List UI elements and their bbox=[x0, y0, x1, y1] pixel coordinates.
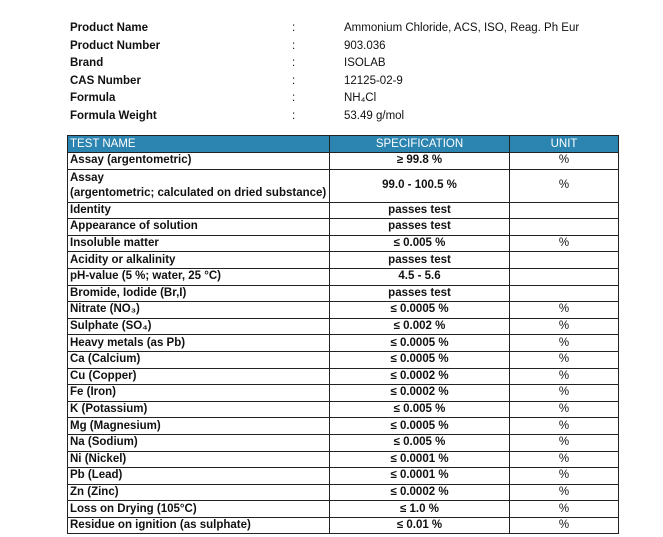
unit-cell: % bbox=[510, 468, 619, 485]
info-colon: : bbox=[292, 57, 296, 69]
table-row bbox=[68, 285, 619, 302]
specification-cell: ≥ 99.8 % bbox=[330, 153, 510, 170]
table-row bbox=[68, 484, 619, 501]
test-name-cell: Insoluble matter bbox=[68, 235, 330, 252]
info-label: Product Name bbox=[70, 22, 148, 34]
info-row-formula bbox=[70, 90, 630, 108]
test-name-cell: K (Potassium) bbox=[68, 401, 330, 418]
product-info bbox=[70, 20, 630, 125]
unit-cell: % bbox=[510, 501, 619, 518]
info-label: Formula bbox=[70, 92, 116, 104]
unit-cell: % bbox=[510, 401, 619, 418]
info-value: Ammonium Chloride, ACS, ISO, Reag. Ph Eur bbox=[344, 22, 580, 34]
unit-cell bbox=[510, 268, 619, 285]
test-name-cell: pH-value (5 %; water, 25 °C) bbox=[68, 268, 330, 285]
specification-cell: 99.0 - 100.5 % bbox=[330, 169, 510, 202]
specification-cell: ≤ 0.0001 % bbox=[330, 451, 510, 468]
unit-cell bbox=[510, 285, 619, 302]
unit-cell bbox=[510, 202, 619, 219]
specification-cell: ≤ 0.005 % bbox=[330, 434, 510, 451]
table-row bbox=[68, 418, 619, 435]
info-colon: : bbox=[292, 109, 296, 122]
info-label: Formula Weight bbox=[70, 109, 157, 122]
table-row bbox=[68, 219, 619, 236]
table-row bbox=[68, 235, 619, 252]
table-row bbox=[68, 451, 619, 468]
info-label: Brand bbox=[70, 57, 104, 69]
table-row bbox=[68, 202, 619, 219]
table-row bbox=[68, 351, 619, 368]
test-name-cell: Ni (Nickel) bbox=[68, 451, 330, 468]
test-name-cell: Pb (Lead) bbox=[68, 468, 330, 485]
table-row bbox=[68, 335, 619, 352]
header-specification: SPECIFICATION bbox=[330, 136, 510, 153]
test-name-cell: Assay (argentometric) bbox=[68, 153, 330, 170]
specification-cell: ≤ 0.002 % bbox=[330, 318, 510, 335]
unit-cell: % bbox=[510, 318, 619, 335]
specification-cell: ≤ 0.0005 % bbox=[330, 351, 510, 368]
table-row bbox=[68, 153, 619, 170]
table-row bbox=[68, 368, 619, 385]
table-row bbox=[68, 401, 619, 418]
test-name-cell: Na (Sodium) bbox=[68, 434, 330, 451]
info-row-brand bbox=[70, 55, 630, 73]
unit-cell bbox=[510, 219, 619, 236]
unit-cell: % bbox=[510, 235, 619, 252]
test-name-cell: Assay (argentometric; calculated on dried substance) bbox=[68, 169, 330, 202]
test-name-cell: Zn (Zinc) bbox=[68, 484, 330, 501]
info-row-product-number bbox=[70, 38, 630, 56]
test-name-cell: Mg (Magnesium) bbox=[68, 418, 330, 435]
table-row bbox=[68, 468, 619, 485]
info-value: 53.49 g/mol bbox=[344, 109, 405, 122]
unit-cell: % bbox=[510, 169, 619, 202]
specification-cell: ≤ 0.0002 % bbox=[330, 484, 510, 501]
table-row bbox=[68, 318, 619, 335]
test-name-cell: Residue on ignition (as sulphate) bbox=[68, 517, 330, 534]
info-value: NH₄Cl bbox=[344, 92, 377, 104]
info-row-cas-number bbox=[70, 73, 630, 91]
info-colon: : bbox=[292, 39, 296, 52]
specification-cell: ≤ 1.0 % bbox=[330, 501, 510, 518]
test-name-cell: Loss on Drying (105°C) bbox=[68, 501, 330, 518]
info-value: 12125-02-9 bbox=[344, 74, 403, 87]
unit-cell: % bbox=[510, 153, 619, 170]
test-name-cell: Bromide, Iodide (Br,I) bbox=[68, 285, 330, 302]
info-value: ISOLAB bbox=[344, 57, 386, 69]
specification-cell: ≤ 0.0005 % bbox=[330, 418, 510, 435]
info-row-formula-weight bbox=[70, 108, 630, 126]
table-row bbox=[68, 169, 619, 202]
header-unit: UNIT bbox=[510, 136, 619, 153]
test-name-cell: Cu (Copper) bbox=[68, 368, 330, 385]
test-name-cell: Identity bbox=[68, 202, 330, 219]
info-colon: : bbox=[292, 92, 296, 104]
specification-cell: passes test bbox=[330, 219, 510, 236]
table-row bbox=[68, 385, 619, 402]
unit-cell: % bbox=[510, 418, 619, 435]
test-name-cell: Ca (Calcium) bbox=[68, 351, 330, 368]
table-row bbox=[68, 268, 619, 285]
specification-cell: ≤ 0.005 % bbox=[330, 235, 510, 252]
specification-cell: passes test bbox=[330, 252, 510, 269]
specification-cell: passes test bbox=[330, 202, 510, 219]
unit-cell: % bbox=[510, 351, 619, 368]
info-label: Product Number bbox=[70, 39, 161, 52]
specification-cell: ≤ 0.0002 % bbox=[330, 385, 510, 402]
info-row-product-name bbox=[70, 20, 630, 38]
specification-cell: ≤ 0.0002 % bbox=[330, 368, 510, 385]
specification-cell: 4.5 - 5.6 bbox=[330, 268, 510, 285]
table-row bbox=[68, 434, 619, 451]
unit-cell: % bbox=[510, 484, 619, 501]
table-row bbox=[68, 252, 619, 269]
test-name-cell: Heavy metals (as Pb) bbox=[68, 335, 330, 352]
info-colon: : bbox=[292, 22, 296, 34]
unit-cell: % bbox=[510, 385, 619, 402]
test-name-cell: Nitrate (NO₃) bbox=[68, 302, 330, 319]
specification-cell: ≤ 0.0001 % bbox=[330, 468, 510, 485]
test-name-cell: Sulphate (SO₄) bbox=[68, 318, 330, 335]
unit-cell bbox=[510, 252, 619, 269]
specification-cell: ≤ 0.01 % bbox=[330, 517, 510, 534]
unit-cell: % bbox=[510, 451, 619, 468]
specification-table bbox=[67, 135, 619, 534]
test-name-cell: Fe (Iron) bbox=[68, 385, 330, 402]
specification-cell: passes test bbox=[330, 285, 510, 302]
unit-cell: % bbox=[510, 368, 619, 385]
specification-cell: ≤ 0.0005 % bbox=[330, 335, 510, 352]
info-label: CAS Number bbox=[70, 74, 141, 87]
test-name-cell: Appearance of solution bbox=[68, 219, 330, 236]
unit-cell: % bbox=[510, 434, 619, 451]
header-test-name: TEST NAME bbox=[68, 136, 330, 153]
specification-cell: ≤ 0.0005 % bbox=[330, 302, 510, 319]
unit-cell: % bbox=[510, 335, 619, 352]
table-row bbox=[68, 501, 619, 518]
unit-cell: % bbox=[510, 302, 619, 319]
specification-cell: ≤ 0.005 % bbox=[330, 401, 510, 418]
table-row bbox=[68, 517, 619, 534]
unit-cell: % bbox=[510, 517, 619, 534]
table-body bbox=[68, 153, 619, 534]
table-row bbox=[68, 302, 619, 319]
info-colon: : bbox=[292, 74, 296, 87]
info-value: 903.036 bbox=[344, 39, 386, 52]
table-header-row bbox=[68, 136, 619, 153]
test-name-cell: Acidity or alkalinity bbox=[68, 252, 330, 269]
